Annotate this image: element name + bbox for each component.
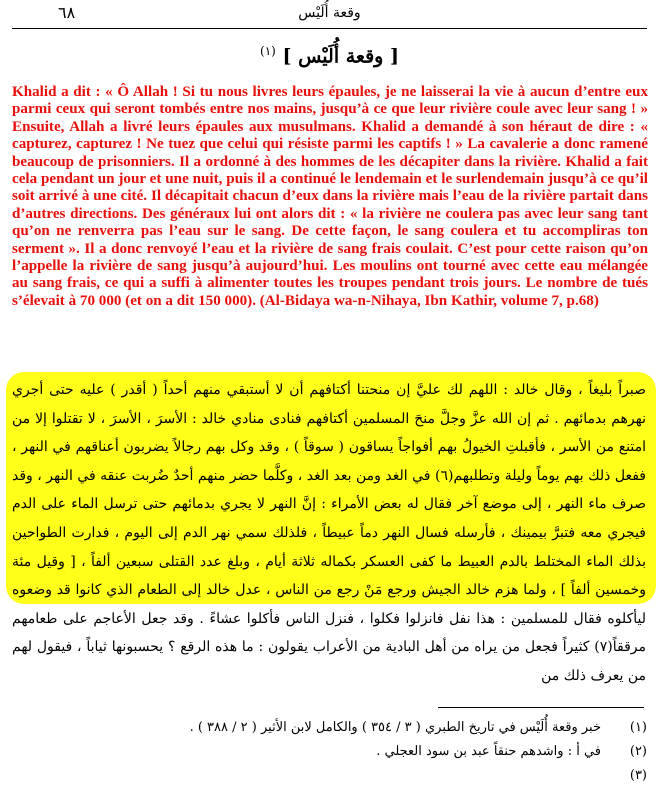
page-number: ٦٨ xyxy=(58,3,76,22)
footnote-1 xyxy=(20,716,647,740)
footnote-text xyxy=(20,764,601,788)
chapter-title xyxy=(0,44,659,67)
footnote-number: (١) xyxy=(629,720,647,735)
footnote-2 xyxy=(20,740,647,764)
running-title: وقعة أُلَيْس xyxy=(298,5,361,21)
footnote-3 xyxy=(20,764,647,788)
footnote-rule xyxy=(438,707,644,708)
arabic-passage xyxy=(6,372,656,691)
chapter-title-text: [ وقعة أُلَيْس ] xyxy=(282,45,399,68)
footnote-number: (٢) xyxy=(629,744,647,759)
footnote-text: خبر وقعة أُلَيْس في تاريخ الطبري ( ٣ / ٣٥٤ ) والكامل لابن الأثير ( ٢ / ٣٨٨ ) . xyxy=(189,720,601,735)
footnotes xyxy=(20,716,647,788)
arabic-text: صبراً بليغاً ، وقال خالد : اللهم لك عليَّ إن منحتنا أكتافهم أن لا أستبقي منهم أحداً ( أقدر ) عليه حتى أجري نهرهم بدمائهم . ثم إن الله عزَّ وجلَّ منحَ المسلمين أكتافهم فنادى منادي خالد : الأسرَ ، الأسرَ ، لا تقتلوا إلا من امتنع من الأسر ، فأقبلتِ الخيولُ بهم أفواجاً يساقون ( سوقاً ) ، وقد وكل بهم رجالاً يضربون أعناقهم في النهر ، ففعل ذلك بهم يوماً وليلة وتطلبهم(٦) في الغد ومن بعد الغد ، وكلَّما حضر منهم أحدٌ ضُربت عنقه في النهر ، وقد صرف ماء النهر ، إلى موضع آخر فقال له بعض الأمراء : إنَّ النهر لا يجري بدمائهم حتى ترسل الماء على الدم فيجري معه فتبرَّ بيمينك ، فأرسله فسال النهر دماً عبيطاً ، فلذلك سمي نهر الدم إلى اليوم ، فدارت الطواحين بذلك الماء المختلط بالدم العبيط ما كفى العسكر بكماله ثلاثة أيام ، وبلغ عدد القتلى سبعين ألفاً ، [ وقيل مئة وخمسين ألفاً ] ، ولما هزم خالد الجيش ورجع مَنْ رجع من الناس ، عدل خالد إلى الطعام الذي كانوا قد وضعوه ليأكلوه فقال للمسلمين : هذا نفل فانزلوا فكلوا ، فنزل الناس فأكلوا عشاءً . وقد جعل الأعاجم على طعامهم مرققاً(٧) كثيراً فجعل من يراه من أهل البادية من الأعراب يقولون : ما هذه الرقع ؟ يحسبونها ثياباً ، فيقول لهم من يعرف ذلك من xyxy=(12,382,646,684)
running-head xyxy=(12,2,647,29)
french-translation: Khalid a dit : « Ô Allah ! Si tu nous livres leurs épaules, je ne laisserai la vie à aucun d’entre eux parmi ceux qui seront tombés entre nos mains, jusqu’à ce que leur rivière coule avec leur sang ! » Ensuite, Allah a livré leurs épaules aux musulmans. Khalid a demandé à son héraut de dire : « capturez, capturez ! Ne tuez que celui qui résiste parmi les captifs ! » La cavalerie a donc ramené beaucoup de prisonniers. Il a ordonné à des hommes de les décapiter dans la rivière. Khalid a fait cela pendant un jour et une nuit, puis il a continué le lendemain et le surlendemain jusqu’à ce qu’il soit arrivé à une cité. Il décapitait chacun d’eux dans la rivière mais l’eau de la rivière partait dans d’autres directions. Des généraux lui ont alors dit : « la rivière ne coulera pas avec leur sang tant qu’on ne renverra pas l’eau sur le sang. De cette façon, le sang coulera et tu accompliras ton serment ». Il a donc renvoyé l’eau et la rivière de sang frais coulait. C’est pour cette raison qu’on l’appelle la rivière de sang jusqu’à aujourd’hui. Les moulins ont tourné avec cette eau mélangée au sang frais, ce qui a suffi à alimenter toutes les troupes pendant trois jours. Le nombre de tués s’élevait à 70 000 (et on a dit 150 000). (Al-Bidaya wa-n-Nihaya, Ibn Kathir, volume 7, p.68) xyxy=(12,84,648,309)
chapter-footnote-marker: (١) xyxy=(260,44,276,58)
footnote-text: في أ : واشدهم حنقاً عبد بن سود العجلي . xyxy=(376,744,601,759)
footnote-number: (٣) xyxy=(629,768,647,783)
